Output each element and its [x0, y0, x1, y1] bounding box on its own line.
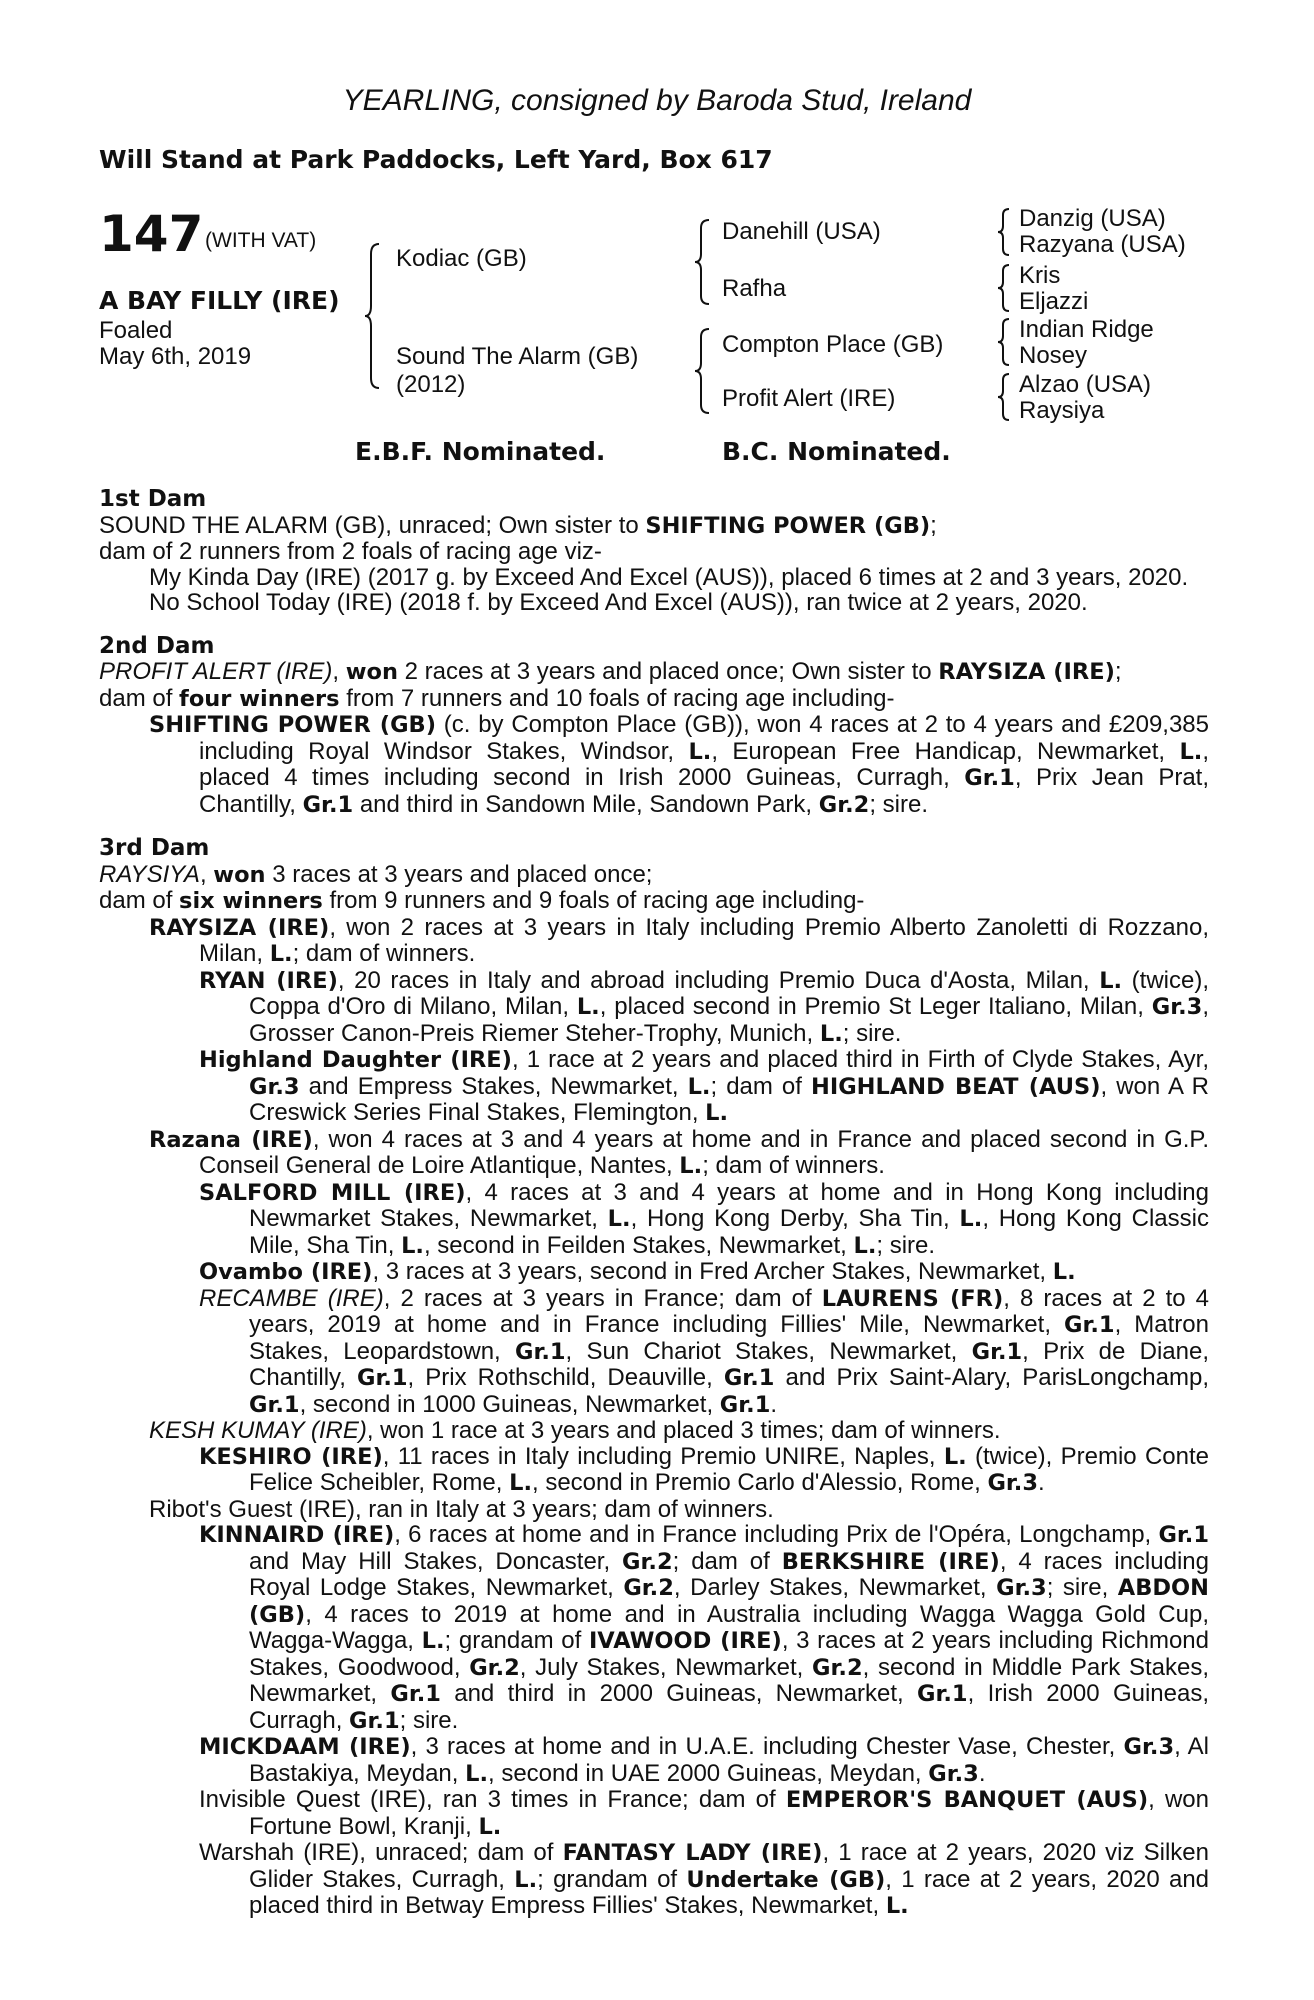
- pedigree-brace-g3-4: [997, 372, 1011, 422]
- pedigree-dam: Sound The Alarm (GB): [396, 343, 639, 370]
- text-run: My Kinda Day (IRE) (2017 g. by Exceed And Excel (AUS)), placed 6 times at 2 and 3 years, 2020.: [149, 563, 1189, 591]
- bold-text: Ovambo (IRE): [199, 1259, 373, 1285]
- bold-text: L.: [705, 1100, 729, 1126]
- pedigree-entry: [99, 968, 1209, 1048]
- pedigree-entry: [99, 1787, 1209, 1840]
- pedigree-entry: [99, 1418, 1209, 1444]
- pedigree-entry: [99, 1047, 1209, 1127]
- bold-text: L.: [687, 1073, 711, 1100]
- pedigree-entry: [99, 1522, 1209, 1734]
- text-run: ; dam of winners.: [292, 940, 476, 967]
- text-run: ; dam of: [672, 1547, 782, 1575]
- section-heading: 1st Dam: [99, 486, 207, 512]
- bold-text: L.: [959, 1206, 983, 1232]
- bold-text: Gr.1: [964, 765, 1015, 791]
- pedigree-entry: [99, 590, 1209, 616]
- pedigree-brace-g3-3: [997, 317, 1011, 367]
- text-run: , Irish 2000 Guineas, Curragh,: [249, 1680, 1210, 1734]
- bold-text: Gr.1: [917, 1681, 968, 1707]
- text-run: , placed 4 times including second in Irish 2000 Guineas, Curragh,: [199, 737, 1210, 791]
- bold-text: Gr.1: [723, 1365, 775, 1391]
- bold-text: L.: [688, 738, 712, 765]
- text-run: , 2 races at 3 years in France; dam of: [383, 1284, 822, 1312]
- text-run: Ribot's Guest (IRE), ran in Italy at 3 years; dam of winners.: [149, 1495, 774, 1523]
- pedigree-entry: [99, 862, 1209, 889]
- text-run: , 4 races including Royal Lodge Stakes, Newmarket,: [249, 1547, 1209, 1601]
- pedigree-sire-dam: Rafha: [722, 275, 787, 302]
- bold-text: L.: [1099, 967, 1123, 994]
- text-run: 2 races at 3 years and placed once; Own sister to: [397, 658, 939, 685]
- bold-text: SALFORD MILL (IRE): [199, 1179, 466, 1206]
- italic-text: KESH KUMAY (IRE): [149, 1417, 367, 1444]
- bold-text: RYAN (IRE): [199, 967, 338, 994]
- bold-text: Gr.3: [987, 1470, 1038, 1496]
- pedigree-brace-sire: [693, 218, 711, 306]
- bold-text: RAYSIZA (IRE): [938, 659, 1115, 685]
- text-run: and Prix Saint-Alary, ParisLongchamp,: [774, 1364, 1210, 1391]
- text-run: , 1 race at 2 years, 2020 viz Silken Glider Stakes, Curragh,: [249, 1839, 1210, 1893]
- text-run: , second in Premio Carlo d'Alessio, Rome,: [532, 1469, 988, 1496]
- pedigree-dam-dam: Profit Alert (IRE): [722, 385, 896, 412]
- text-run: ; sire,: [1046, 1574, 1118, 1601]
- pedigree-entry: [99, 513, 1209, 540]
- text-run: No School Today (IRE) (2018 f. by Exceed And Excel (AUS)), ran twice at 2 years, 2020.: [149, 589, 1088, 616]
- text-run: , 4 races at 3 and 4 years at home and in Hong Kong including Newmarket Stakes, Newmarket,: [249, 1178, 1209, 1232]
- pedigree-g3-eljazzi: Eljazzi: [1019, 288, 1089, 315]
- italic-text: RAYSIYA: [99, 860, 200, 888]
- text-run: , won A R Creswick Series Final Stakes, Flemington,: [249, 1072, 1210, 1126]
- bold-text: SHIFTING POWER (GB): [149, 712, 436, 738]
- pedigree-entry: [99, 1734, 1209, 1787]
- bold-text: L.: [943, 1443, 967, 1470]
- bold-text: Gr.2: [818, 791, 870, 818]
- text-run: , 3 races at 3 years, second in Fred Archer Stakes, Newmarket,: [372, 1258, 1053, 1285]
- bold-text: IVAWOOD (IRE): [588, 1628, 782, 1654]
- bold-text: Highland Daughter (IRE): [199, 1047, 512, 1073]
- bold-text: L.: [509, 1470, 532, 1496]
- bold-text: Gr.3: [1151, 994, 1203, 1020]
- bold-text: L.: [885, 1893, 909, 1919]
- bold-text: Gr.1: [349, 1707, 400, 1734]
- text-run: ;: [930, 511, 937, 539]
- text-run: .: [978, 1759, 986, 1787]
- text-run: , Matron Stakes, Leopardstown,: [249, 1311, 1209, 1365]
- ebf-nominated: E.B.F. Nominated.: [355, 437, 606, 466]
- bold-text: Gr.2: [622, 1548, 673, 1575]
- bold-text: Gr.3: [996, 1575, 1047, 1601]
- pedigree-brace-g3-2: [997, 263, 1011, 313]
- section-heading: 3rd Dam: [99, 835, 210, 861]
- text-run: ; grandam of: [444, 1627, 589, 1654]
- pedigree-g3-razyana: Razyana (USA): [1019, 231, 1186, 258]
- text-run: , won Fortune Bowl, Kranji,: [249, 1786, 1209, 1840]
- pedigree-entry: [99, 915, 1209, 968]
- bold-text: BERKSHIRE (IRE): [781, 1548, 1000, 1575]
- bold-text: Gr.1: [390, 1681, 441, 1707]
- bold-text: Gr.1: [1158, 1522, 1209, 1548]
- bold-text: Gr.1: [719, 1391, 771, 1418]
- pedigree-entry: [99, 565, 1209, 591]
- text-run: , European Free Handicap, Newmarket,: [711, 737, 1180, 765]
- text-run: , second in 1000 Guineas, Newmarket,: [299, 1390, 720, 1418]
- text-run: , Al Bastakiya, Meydan,: [249, 1733, 1209, 1787]
- text-run: , 8 races at 2 to 4 years, 2019 at home and in France including Fillies' Mile, Newmarket,: [249, 1284, 1210, 1338]
- pedigree-entry: [99, 1259, 1209, 1286]
- text-run: , second in UAE 2000 Guineas, Meydan,: [488, 1759, 929, 1787]
- bold-text: L.: [1052, 1259, 1076, 1285]
- bold-text: Gr.1: [971, 1338, 1023, 1365]
- bold-text: Gr.1: [514, 1338, 566, 1365]
- pedigree-sire: Kodiac (GB): [396, 245, 527, 272]
- bold-text: L.: [269, 941, 293, 967]
- foaled-date: May 6th, 2019: [99, 343, 252, 370]
- bold-text: L.: [465, 1760, 488, 1787]
- bold-text: MICKDAAM (IRE): [199, 1734, 411, 1760]
- bold-text: ABDON (GB): [249, 1575, 1209, 1628]
- bold-text: Gr.3: [1123, 1734, 1175, 1760]
- text-run: , Hong Kong Derby, Sha Tin,: [630, 1205, 960, 1232]
- text-run: .: [1038, 1469, 1045, 1496]
- bold-text: Gr.2: [623, 1575, 674, 1601]
- text-run: and Empress Stakes, Newmarket,: [299, 1072, 688, 1100]
- text-run: (c. by Compton Place (GB)), won 4 races at 2 to 4 years and £209,385 including Royal Windsor Stakes, Windsor,: [199, 711, 1209, 765]
- bold-text: L.: [576, 994, 600, 1020]
- catalogue-body: [99, 487, 1209, 1920]
- text-run: , Grosser Canon-Preis Riemer Steher-Trophy, Munich,: [249, 993, 1209, 1047]
- text-run: ; sire.: [842, 1019, 902, 1047]
- pedigree-entry: [99, 888, 1209, 915]
- horse-name: A BAY FILLY (IRE): [99, 286, 340, 315]
- text-run: and third in Sandown Mile, Sandown Park,: [353, 790, 819, 818]
- bold-text: Gr.1: [249, 1391, 300, 1418]
- pedigree-g3-kris: Kris: [1019, 262, 1061, 289]
- text-run: , July Stakes, Newmarket,: [519, 1653, 813, 1681]
- text-run: , Sun Chariot Stakes, Newmarket,: [565, 1337, 972, 1365]
- pedigree-g3-nosey: Nosey: [1019, 342, 1088, 369]
- bold-text: L.: [478, 1813, 502, 1840]
- pedigree-g3-alzao: Alzao (USA): [1019, 371, 1152, 398]
- bold-text: L.: [607, 1206, 631, 1232]
- bold-text: Razana (IRE): [149, 1126, 313, 1153]
- text-run: Warshah (IRE), unraced; dam of: [199, 1839, 563, 1866]
- pedigree-sire-sire: Danehill (USA): [722, 218, 881, 245]
- bold-text: Gr.2: [469, 1654, 520, 1681]
- text-run: ,: [199, 860, 214, 888]
- pedigree-entry: [99, 712, 1209, 818]
- page-subtitle: YEARLING, consigned by Baroda Stud, Ireland: [342, 84, 972, 117]
- bold-text: L.: [514, 1866, 538, 1893]
- bold-text: Gr.3: [249, 1073, 300, 1100]
- text-run: .: [770, 1390, 778, 1418]
- bc-nominated: B.C. Nominated.: [722, 437, 951, 466]
- bold-text: RAYSIZA (IRE): [149, 914, 330, 941]
- pedigree-entry: [99, 1286, 1209, 1419]
- text-run: and third in 2000 Guineas, Newmarket,: [440, 1680, 918, 1707]
- text-run: ;: [1114, 658, 1122, 685]
- text-run: , second in Feilden Stakes, Newmarket,: [423, 1231, 854, 1259]
- bold-text: L.: [401, 1232, 424, 1259]
- bold-text: L.: [819, 1020, 843, 1047]
- bold-text: won: [345, 659, 398, 685]
- text-run: SOUND THE ALARM (GB), unraced; Own sister to: [99, 511, 646, 539]
- text-run: , 20 races in Italy and abroad including Premio Duca d'Aosta, Milan,: [337, 966, 1100, 994]
- text-run: ; grandam of: [537, 1865, 687, 1893]
- pedigree-dam-year: (2012): [396, 371, 466, 398]
- vat-note: (WITH VAT): [205, 229, 317, 252]
- pedigree-g3-danzig: Danzig (USA): [1019, 205, 1166, 232]
- text-run: , 4 races to 2019 at home and in Australia including Wagga Wagga Gold Cup, Wagga-Wagga,: [249, 1600, 1209, 1654]
- bold-text: LAURENS (FR): [821, 1285, 1004, 1312]
- pedigree-entry: [99, 659, 1209, 686]
- italic-text: PROFIT ALERT (IRE): [99, 658, 333, 685]
- lot-number: 147: [99, 205, 204, 263]
- foaled-label: Foaled: [99, 317, 173, 344]
- pedigree-dam-sire: Compton Place (GB): [722, 331, 944, 358]
- text-run: dam of: [99, 684, 180, 712]
- text-run: from 9 runners and 9 foals of racing age including-: [322, 887, 865, 914]
- text-run: ; sire.: [876, 1231, 936, 1259]
- italic-text: RECAMBE (IRE): [199, 1284, 384, 1312]
- text-run: , won 4 races at 3 and 4 years at home and in France and placed second in G.P. Conseil General de Loire Atlantique, Nantes,: [199, 1125, 1209, 1179]
- bold-text: SHIFTING POWER (GB): [645, 512, 931, 539]
- text-run: ; sire.: [399, 1706, 459, 1734]
- bold-text: KINNAIRD (IRE): [199, 1522, 395, 1548]
- text-run: dam of 2 runners from 2 foals of racing age viz-: [99, 538, 602, 565]
- text-run: , second in Middle Park Stakes, Newmarket,: [249, 1653, 1209, 1707]
- text-run: , Prix Jean Prat, Chantilly,: [199, 764, 1209, 818]
- bold-text: Gr.3: [928, 1760, 979, 1787]
- bold-text: Gr.1: [1064, 1312, 1115, 1338]
- pedigree-entry: [99, 1840, 1209, 1920]
- bold-text: FANTASY LADY (IRE): [562, 1840, 823, 1866]
- text-run: , 11 races in Italy including Premio UNIRE, Naples,: [382, 1442, 944, 1470]
- text-run: and May Hill Stakes, Doncaster,: [249, 1547, 623, 1575]
- bold-text: EMPEROR'S BANQUET (AUS): [785, 1787, 1149, 1813]
- text-run: , 6 races at home and in France including Prix de l'Opéra, Longchamp,: [394, 1521, 1159, 1548]
- pedigree-g3-raysiya: Raysiya: [1019, 397, 1105, 424]
- text-run: Invisible Quest (IRE), ran 3 times in France; dam of: [199, 1786, 786, 1813]
- text-run: ,: [332, 658, 346, 685]
- pedigree-entry: [99, 1497, 1209, 1523]
- bold-text: L.: [1179, 738, 1203, 765]
- text-run: , 3 races at 2 years including Richmond Stakes, Goodwood,: [249, 1627, 1209, 1681]
- pedigree-brace-dam: [693, 327, 711, 415]
- text-run: , 1 race at 2 years, 2020 and placed third in Betway Empress Fillies' Stakes, Newmarket,: [249, 1865, 1210, 1919]
- pedigree-entry: [99, 1444, 1209, 1497]
- bold-text: Undertake (GB): [686, 1866, 886, 1893]
- text-run: , placed second in Premio St Leger Italiano, Milan,: [599, 993, 1152, 1020]
- text-run: (twice), Coppa d'Oro di Milano, Milan,: [249, 966, 1210, 1020]
- section-heading: 2nd Dam: [99, 632, 215, 659]
- text-run: , 1 race at 2 years and placed third in Firth of Clyde Stakes, Ayr,: [511, 1046, 1209, 1073]
- bold-text: Gr.1: [302, 791, 354, 818]
- pedigree-g3-indian-ridge: Indian Ridge: [1019, 316, 1154, 343]
- bold-text: L.: [679, 1153, 703, 1179]
- text-run: ; dam of winners.: [702, 1152, 885, 1179]
- bold-text: HIGHLAND BEAT (AUS): [811, 1073, 1101, 1100]
- pedigree-entry: [99, 686, 1209, 713]
- bold-text: Gr.2: [812, 1654, 863, 1681]
- text-run: , Hong Kong Classic Mile, Sha Tin,: [249, 1205, 1209, 1259]
- text-run: , 3 races at home and in U.A.E. including Chester Vase, Chester,: [410, 1733, 1124, 1760]
- pedigree-entry: [99, 539, 1209, 565]
- text-run: ; dam of: [710, 1072, 811, 1100]
- pedigree-brace-g3-1: [997, 207, 1011, 257]
- text-run: , Prix Rothschild, Deauville,: [407, 1364, 724, 1391]
- bold-text: KESHIRO (IRE): [199, 1443, 383, 1470]
- text-run: 3 races at 3 years and placed once;: [265, 860, 653, 888]
- bold-text: four winners: [179, 685, 340, 712]
- bold-text: won: [213, 861, 266, 888]
- text-run: , Darley Stakes, Newmarket,: [673, 1574, 997, 1601]
- bold-text: L.: [853, 1232, 877, 1259]
- bold-text: Gr.1: [356, 1365, 408, 1391]
- pedigree-entry: [99, 1180, 1209, 1260]
- text-run: , won 1 race at 3 years and placed 3 times; dam of winners.: [366, 1417, 1001, 1444]
- stand-location: Will Stand at Park Paddocks, Left Yard, Box 617: [99, 145, 773, 174]
- pedigree-entry: [99, 1127, 1209, 1180]
- bold-text: L.: [421, 1628, 445, 1654]
- bold-text: six winners: [179, 888, 323, 914]
- text-run: , Prix de Diane, Chantilly,: [249, 1337, 1209, 1391]
- text-run: , won 2 races at 3 years in Italy including Premio Alberto Zanoletti di Rozzano, Milan,: [199, 913, 1209, 967]
- text-run: (twice), Premio Conte Felice Scheibler, Rome,: [249, 1442, 1209, 1496]
- text-run: from 7 runners and 10 foals of racing age including-: [339, 684, 895, 712]
- pedigree-brace-main: [363, 242, 381, 390]
- text-run: ; sire.: [869, 790, 929, 818]
- text-run: dam of: [99, 887, 180, 914]
